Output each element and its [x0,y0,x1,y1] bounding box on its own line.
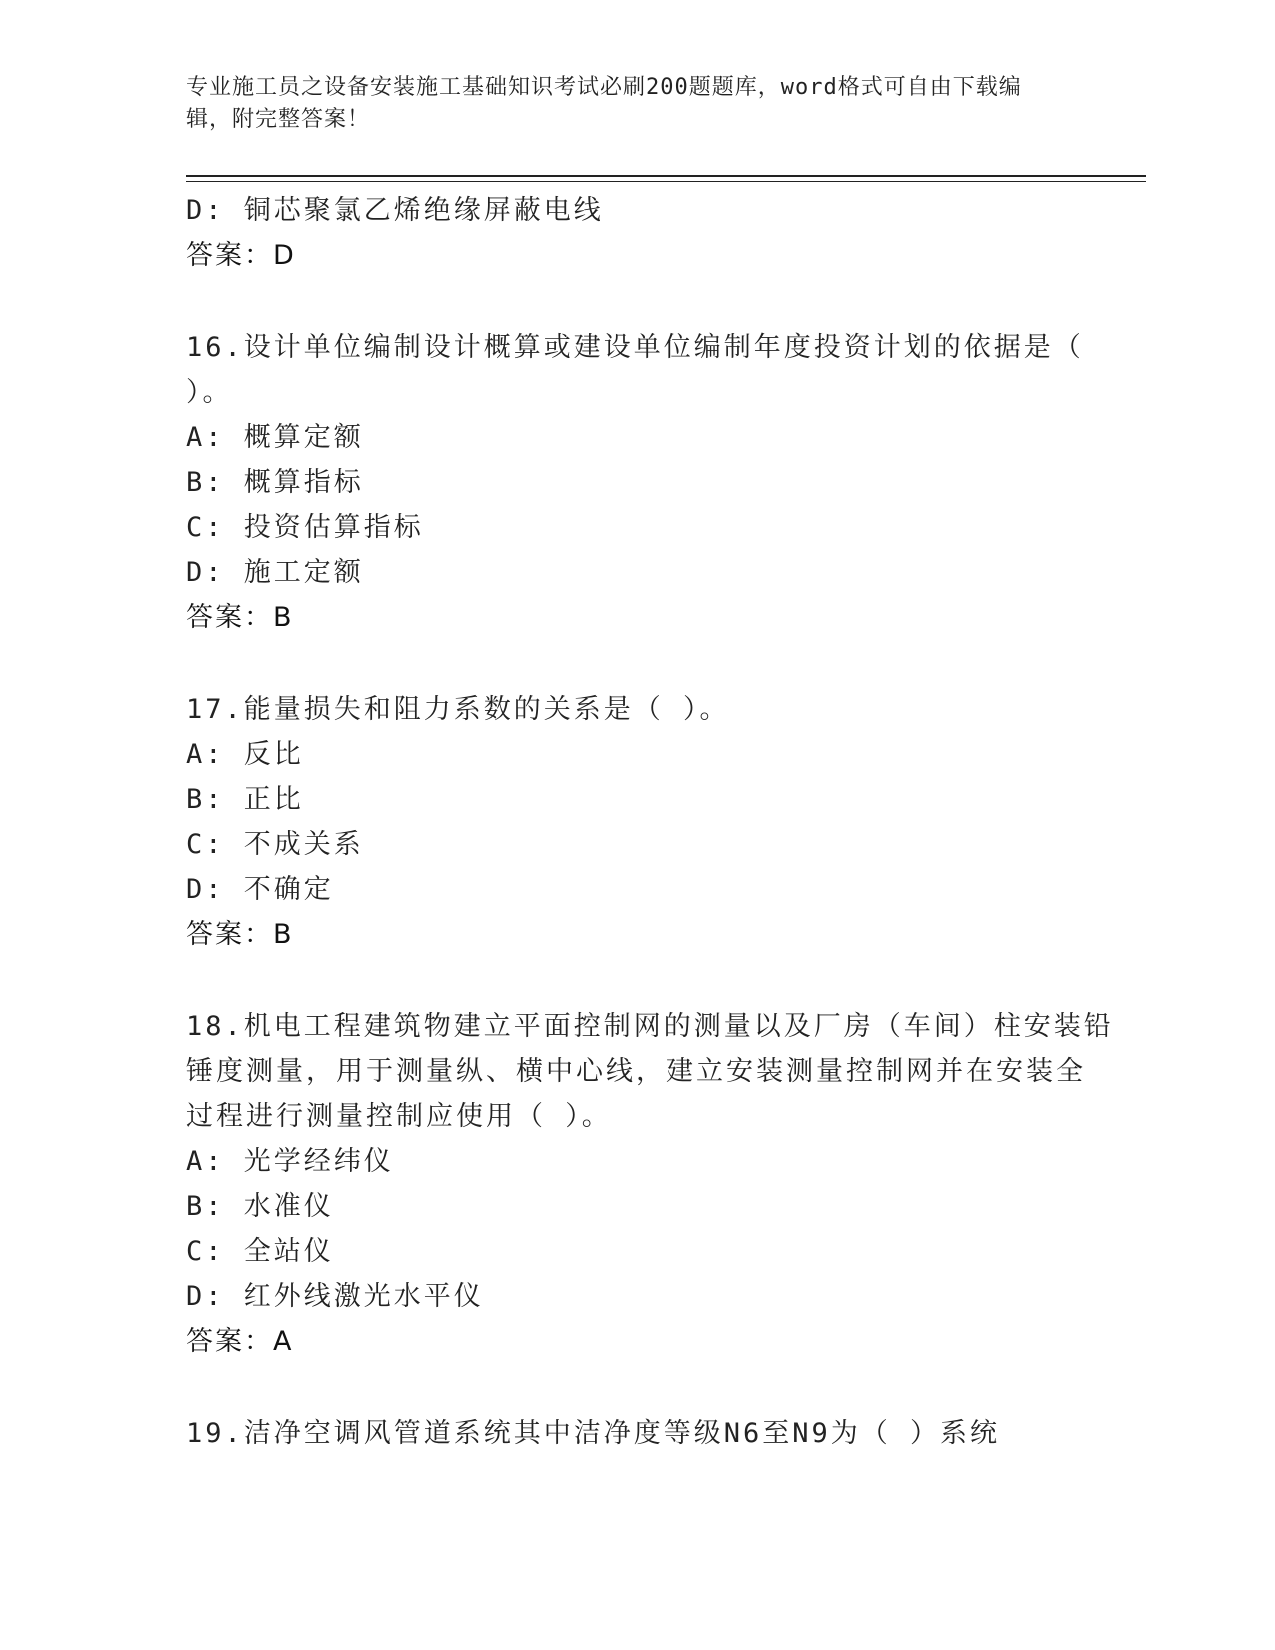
option-a: A: 概算定额 [186,422,364,453]
option-d: D: 施工定额 [186,557,364,588]
question-text: 17.能量损失和阻力系数的关系是（ ）。 [186,694,730,725]
answer-line: 答案：A [186,1326,294,1357]
option-c: C: 不成关系 [186,829,364,860]
answer-line: 答案：D [186,240,296,271]
option-a: A: 光学经纬仪 [186,1146,394,1177]
header-title: 专业施工员之设备安装施工基础知识考试必刷200题题库，word格式可自由下载编辑，附完整答案！ [186,75,1022,132]
question-17 [186,687,1086,957]
spacer [186,1364,1086,1411]
option-b: B: 水准仪 [186,1191,334,1222]
answer-line: 答案：B [186,919,294,950]
option-b: B: 正比 [186,784,304,815]
question-16 [186,325,1086,640]
header-rule-thick [186,175,1146,177]
option-d: D: 铜芯聚氯乙烯绝缘屏蔽电线 [186,195,604,226]
option-c: C: 全站仪 [186,1236,334,1267]
answer-line: 答案：B [186,602,294,633]
question-18 [186,1004,1114,1364]
spacer [186,640,1086,687]
option-d: D: 不确定 [186,874,334,905]
document-header [186,72,1066,136]
option-d: D: 红外线激光水平仪 [186,1281,484,1312]
header-rule-thin [186,181,1146,182]
question-text: 锤度测量，用于测量纵、横中心线，建立安装测量控制网并在安装全 [186,1056,1086,1087]
spacer [186,957,1086,1004]
question-text: 16.设计单位编制设计概算或建设单位编制年度投资计划的依据是（ [186,332,1084,363]
option-c: C: 投资估算指标 [186,512,424,543]
question-text: 19.洁净空调风管道系统其中洁净度等级N6至N9为（ ）系统 [186,1418,1001,1449]
spacer [186,278,1086,325]
question-text: 过程进行测量控制应使用（ ）。 [186,1101,612,1132]
question-19 [186,1411,1086,1456]
question-text: ）。 [186,377,233,408]
question-text: 18.机电工程建筑物建立平面控制网的测量以及厂房（车间）柱安装铅 [186,1011,1114,1042]
question-list [186,188,1114,1456]
option-a: A: 反比 [186,739,304,770]
option-b: B: 概算指标 [186,467,364,498]
